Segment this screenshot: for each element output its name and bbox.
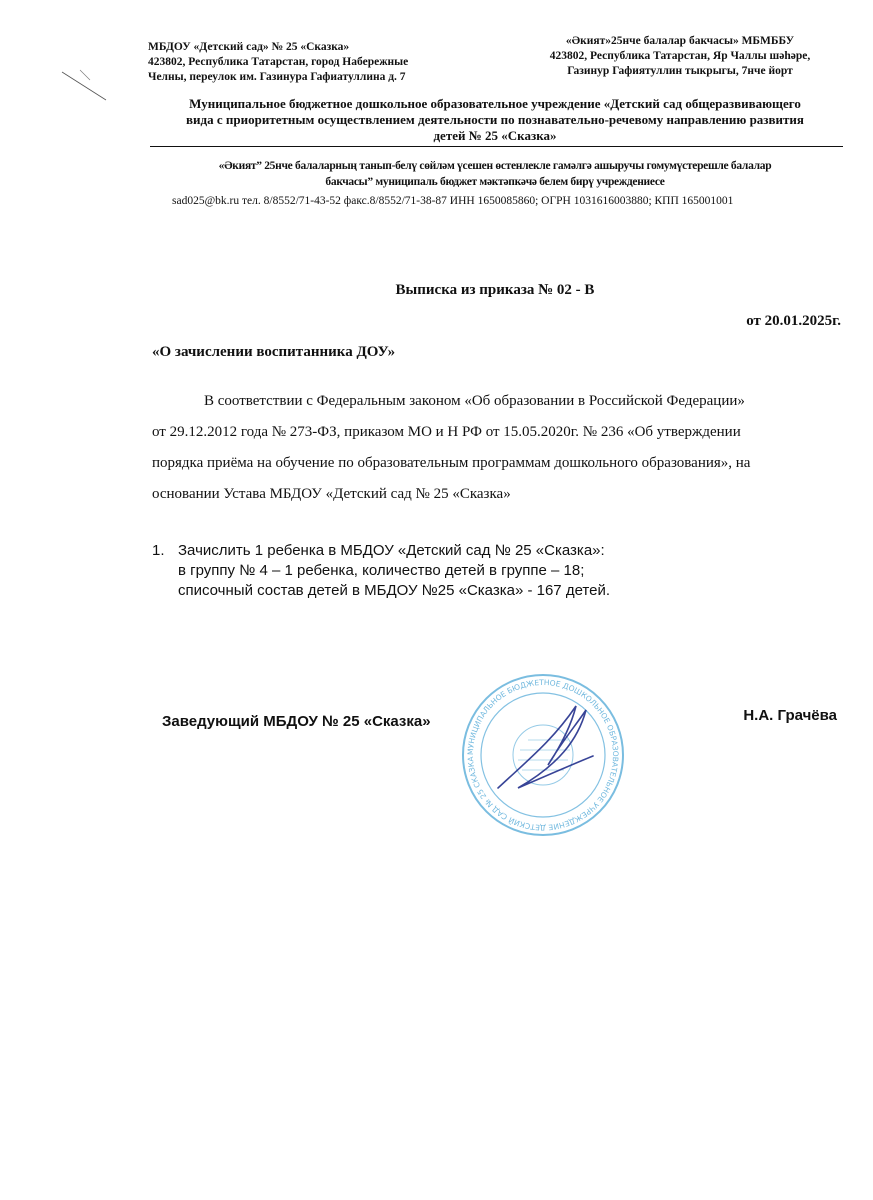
header-right-line: «Әкият»25нче балалар бакчасы» МБМББУ [565,35,795,47]
header-left [148,40,408,85]
institution-full-name [150,96,840,144]
institution-name-line: вида с приоритетным осуществлением деятельности по познавательно-речевому направлению развития [186,112,804,127]
document-date: от 20.01.2025г. [746,313,841,329]
tatar-name-line: «Әкият” 25нче балаларның танып-белү сөйләм үсешен өстенлекле гамәлгә ашыручы гомумүстерешле балалар [218,160,772,172]
item-line: в группу № 4 – 1 ребенка, количество детей в группе – 18; [178,562,585,579]
header-right-line: 423802, Республика Татарстан, Яр Чаллы шәһәре, [549,50,811,62]
contact-line: sad025@bk.ru тел. 8/8552/71-43-52 факс.8/8552/71-38-87 ИНН 1650085860; ОГРН 1031616003880; КПП 165001001 [172,195,734,207]
header-divider [150,146,843,147]
header-right-line: Газинур Гафиятуллин тыкрыгы, 7нче йорт [567,65,793,77]
scan-mark [60,66,110,106]
body-line: основании Устава МБДОУ «Детский сад № 25 «Сказка» [152,486,511,502]
body-line: от 29.12.2012 года № 273-ФЗ, приказом МО и Н РФ от 15.05.2020г. № 236 «Об утверждении [152,424,741,440]
header-left-line: Челны, переулок им. Газинура Гафиатуллина д. 7 [148,71,406,83]
signatory-name: Н.А. Грачёва [743,707,837,724]
institution-name-line: детей № 25 «Сказка» [433,128,557,143]
body-line: порядка приёма на обучение по образовательным программам дошкольного образования», на [152,455,751,471]
tatar-name-line: бакчасы” муниципаль бюджет мәктәпкәчә белем бирү учреждениесе [325,176,665,188]
signatory-position: Заведующий МБДОУ № 25 «Сказка» [162,713,431,730]
institution-tatar-name [150,158,840,190]
document-subject: «О зачислении воспитанника ДОУ» [152,344,396,360]
document-title: Выписка из приказа № 02 - В [395,282,595,298]
institution-name-line: Муниципальное бюджетное дошкольное образовательное учреждение «Детский сад общеразвивающего [189,96,801,111]
item-line: Зачислить 1 ребенка в МБДОУ «Детский сад № 25 «Сказка»: [178,542,605,559]
item-line: списочный состав детей в МБДОУ №25 «Сказка» - 167 детей. [178,582,611,599]
official-stamp [458,670,628,840]
header-left-line: 423802, Республика Татарстан, город Набережные [148,56,409,68]
body-paragraph [152,386,852,510]
order-item [152,541,610,601]
body-line: В соответствии с Федеральным законом «Об образовании в Российской Федерации» [204,393,745,409]
signature-scribble [498,706,593,788]
item-number: 1. [152,542,165,559]
stamp-text: МУНИЦИПАЛЬНОЕ БЮДЖЕТНОЕ ДОШКОЛЬНОЕ ОБРАЗОВАТЕЛЬНОЕ УЧРЕЖДЕНИЕ ДЕТСКИЙ САД № 25 СКАЗКА [465,677,621,833]
header-right [520,34,840,79]
svg-text:МУНИЦИПАЛЬНОЕ БЮДЖЕТНОЕ ДОШКОЛ [466,678,620,832]
header-left-line: МБДОУ «Детский сад» № 25 «Сказка» [148,41,350,53]
